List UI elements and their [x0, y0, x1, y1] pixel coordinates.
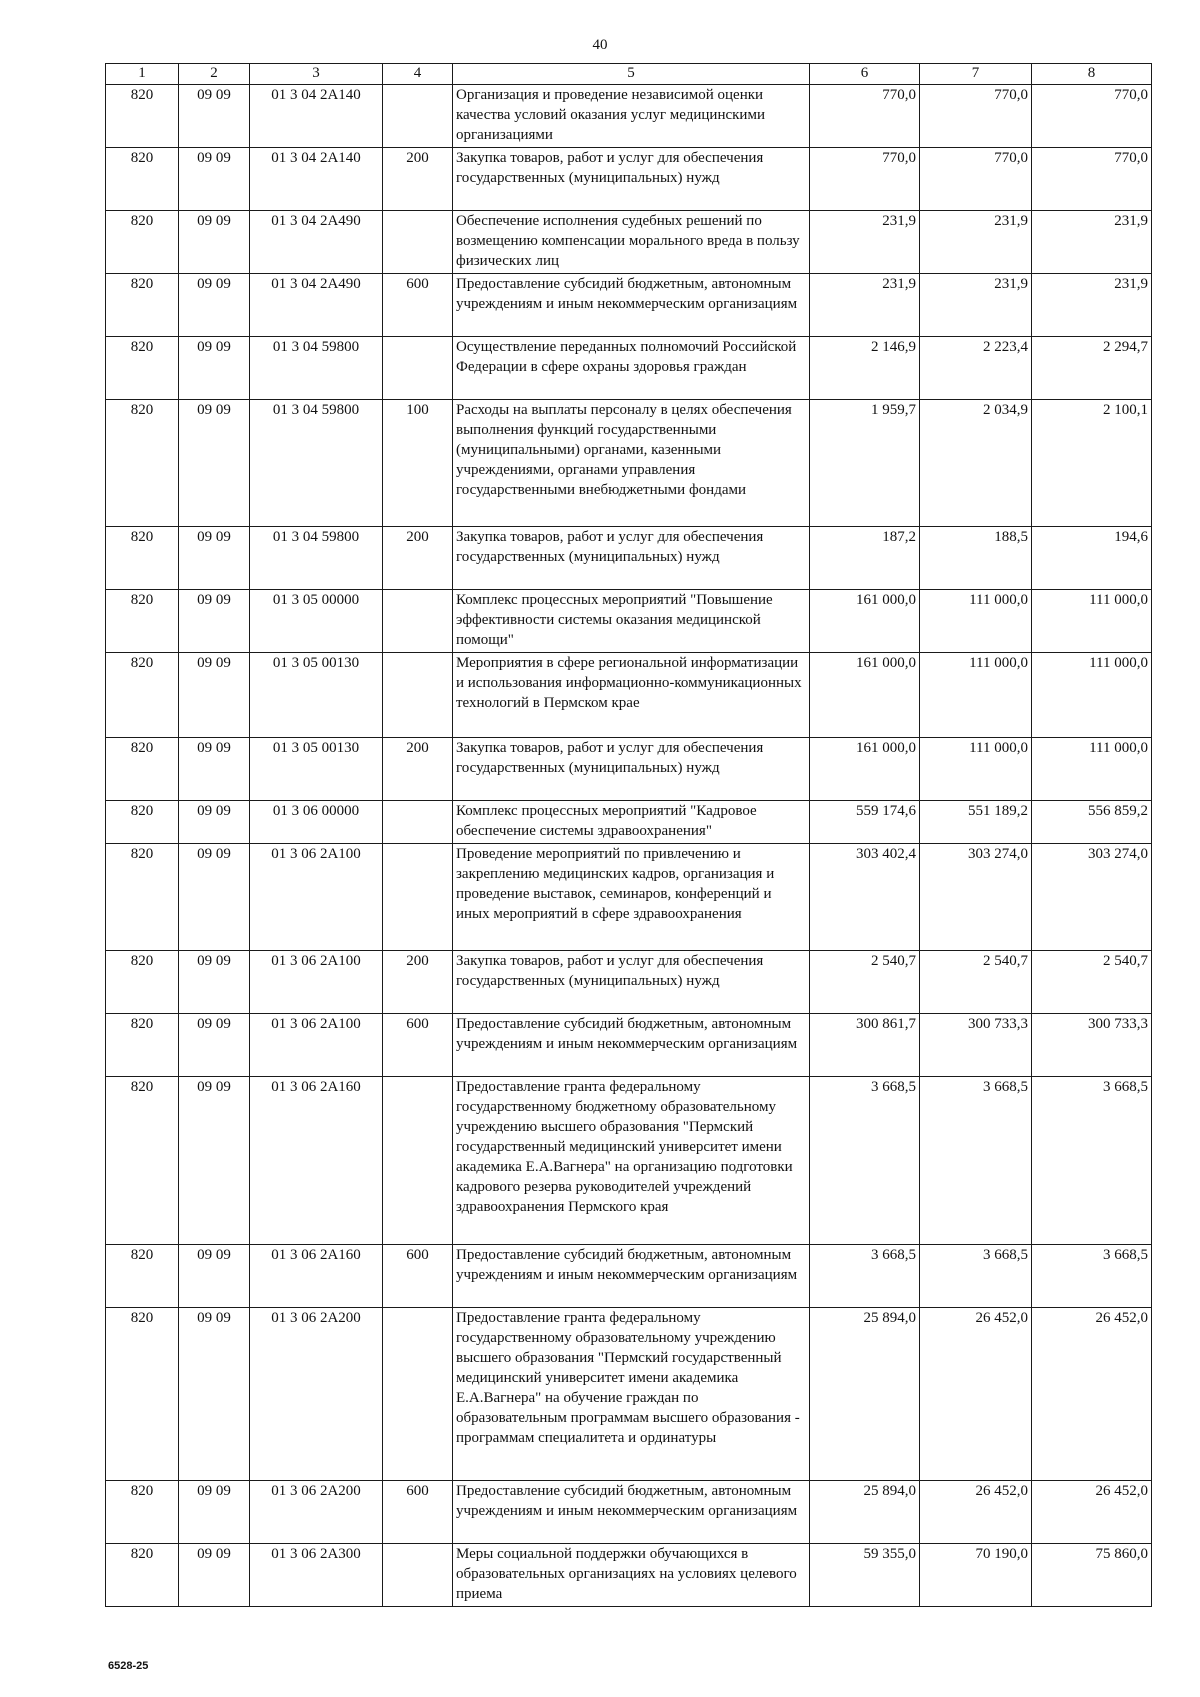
cell-expense-type: [383, 1077, 453, 1245]
cell-section: 09 09: [179, 400, 250, 527]
cell-amount-col8: 2 294,7: [1032, 337, 1152, 400]
cell-amount-col6: 770,0: [810, 85, 920, 148]
table-row: [106, 801, 1152, 844]
cell-amount-col6: 231,9: [810, 211, 920, 274]
cell-amount-col7: 770,0: [920, 148, 1032, 211]
cell-expense-type: 600: [383, 1481, 453, 1544]
cell-ministry: 820: [106, 844, 179, 951]
cell-target-article: 01 3 06 2А200: [250, 1481, 383, 1544]
cell-amount-col6: 300 861,7: [810, 1014, 920, 1077]
table-row: [106, 951, 1152, 1014]
cell-amount-col8: 2 100,1: [1032, 400, 1152, 527]
cell-expense-type: 600: [383, 1014, 453, 1077]
cell-amount-col7: 3 668,5: [920, 1077, 1032, 1245]
table-row: [106, 337, 1152, 400]
cell-amount-col6: 559 174,6: [810, 801, 920, 844]
table-row: [106, 527, 1152, 590]
cell-amount-col6: 187,2: [810, 527, 920, 590]
cell-amount-col6: 303 402,4: [810, 844, 920, 951]
cell-section: 09 09: [179, 1308, 250, 1481]
cell-section: 09 09: [179, 738, 250, 801]
column-header: 3: [250, 64, 383, 85]
cell-ministry: 820: [106, 527, 179, 590]
cell-amount-col7: 2 223,4: [920, 337, 1032, 400]
cell-amount-col7: 111 000,0: [920, 738, 1032, 801]
table-row: [106, 211, 1152, 274]
cell-section: 09 09: [179, 527, 250, 590]
cell-ministry: 820: [106, 1245, 179, 1308]
cell-amount-col6: 2 540,7: [810, 951, 920, 1014]
cell-description: Комплекс процессных мероприятий "Кадровое обеспечение системы здравоохранения": [453, 801, 810, 844]
cell-amount-col6: 3 668,5: [810, 1077, 920, 1245]
cell-amount-col8: 300 733,3: [1032, 1014, 1152, 1077]
cell-section: 09 09: [179, 85, 250, 148]
cell-expense-type: [383, 590, 453, 653]
cell-expense-type: [383, 653, 453, 738]
cell-target-article: 01 3 04 2А490: [250, 274, 383, 337]
cell-section: 09 09: [179, 844, 250, 951]
cell-section: 09 09: [179, 951, 250, 1014]
cell-amount-col6: 25 894,0: [810, 1308, 920, 1481]
cell-amount-col7: 188,5: [920, 527, 1032, 590]
cell-section: 09 09: [179, 148, 250, 211]
cell-description: Закупка товаров, работ и услуг для обеспечения государственных (муниципальных) нужд: [453, 148, 810, 211]
cell-expense-type: [383, 801, 453, 844]
cell-amount-col6: 3 668,5: [810, 1245, 920, 1308]
cell-expense-type: 200: [383, 738, 453, 801]
cell-ministry: 820: [106, 1544, 179, 1607]
cell-expense-type: [383, 1308, 453, 1481]
cell-amount-col7: 770,0: [920, 85, 1032, 148]
cell-amount-col7: 26 452,0: [920, 1308, 1032, 1481]
cell-section: 09 09: [179, 274, 250, 337]
column-header: 2: [179, 64, 250, 85]
cell-target-article: 01 3 06 2А300: [250, 1544, 383, 1607]
cell-ministry: 820: [106, 400, 179, 527]
cell-target-article: 01 3 06 2А100: [250, 844, 383, 951]
cell-ministry: 820: [106, 1077, 179, 1245]
cell-description: Закупка товаров, работ и услуг для обеспечения государственных (муниципальных) нужд: [453, 951, 810, 1014]
cell-ministry: 820: [106, 590, 179, 653]
table-row: [106, 844, 1152, 951]
cell-ministry: 820: [106, 951, 179, 1014]
cell-amount-col6: 770,0: [810, 148, 920, 211]
budget-table: [105, 63, 1152, 1607]
cell-amount-col8: 75 860,0: [1032, 1544, 1152, 1607]
cell-description: Мероприятия в сфере региональной информатизации и использования информационно-коммуникационных технологий в Пермском крае: [453, 653, 810, 738]
cell-section: 09 09: [179, 211, 250, 274]
cell-amount-col8: 26 452,0: [1032, 1308, 1152, 1481]
table-row: [106, 1245, 1152, 1308]
page-number: 40: [592, 37, 608, 53]
cell-ministry: 820: [106, 738, 179, 801]
cell-expense-type: [383, 1544, 453, 1607]
cell-amount-col8: 231,9: [1032, 211, 1152, 274]
cell-ministry: 820: [106, 801, 179, 844]
cell-target-article: 01 3 04 59800: [250, 337, 383, 400]
cell-target-article: 01 3 06 2А200: [250, 1308, 383, 1481]
cell-amount-col8: 770,0: [1032, 85, 1152, 148]
cell-ministry: 820: [106, 337, 179, 400]
cell-description: Предоставление субсидий бюджетным, автономным учреждениям и иным некоммерческим организациям: [453, 1481, 810, 1544]
column-header: 1: [106, 64, 179, 85]
document-code: 6528-25: [108, 1660, 149, 1672]
table-row: [106, 590, 1152, 653]
cell-section: 09 09: [179, 590, 250, 653]
cell-section: 09 09: [179, 1014, 250, 1077]
cell-amount-col7: 70 190,0: [920, 1544, 1032, 1607]
cell-expense-type: 200: [383, 951, 453, 1014]
cell-description: Обеспечение исполнения судебных решений по возмещению компенсации морального вреда в пользу физических лиц: [453, 211, 810, 274]
cell-ministry: 820: [106, 274, 179, 337]
cell-description: Закупка товаров, работ и услуг для обеспечения государственных (муниципальных) нужд: [453, 527, 810, 590]
cell-description: Расходы на выплаты персоналу в целях обеспечения выполнения функций государственными (муниципальными) органами, казенными учреждениями, органами управления государственными внебюджетными фондами: [453, 400, 810, 527]
cell-amount-col8: 2 540,7: [1032, 951, 1152, 1014]
cell-amount-col6: 161 000,0: [810, 590, 920, 653]
cell-section: 09 09: [179, 337, 250, 400]
cell-amount-col8: 111 000,0: [1032, 590, 1152, 653]
cell-amount-col7: 111 000,0: [920, 653, 1032, 738]
cell-target-article: 01 3 06 2А160: [250, 1077, 383, 1245]
cell-target-article: 01 3 06 2А160: [250, 1245, 383, 1308]
header-row: [106, 64, 1152, 85]
cell-ministry: 820: [106, 85, 179, 148]
column-header: 8: [1032, 64, 1152, 85]
cell-amount-col8: 26 452,0: [1032, 1481, 1152, 1544]
cell-amount-col6: 1 959,7: [810, 400, 920, 527]
cell-description: Предоставление субсидий бюджетным, автономным учреждениям и иным некоммерческим организациям: [453, 1014, 810, 1077]
cell-section: 09 09: [179, 1481, 250, 1544]
cell-section: 09 09: [179, 1245, 250, 1308]
cell-section: 09 09: [179, 801, 250, 844]
cell-expense-type: 200: [383, 148, 453, 211]
cell-amount-col7: 3 668,5: [920, 1245, 1032, 1308]
cell-ministry: 820: [106, 148, 179, 211]
cell-description: Меры социальной поддержки обучающихся в образовательных организациях на условиях целевого приема: [453, 1544, 810, 1607]
table-row: [106, 1014, 1152, 1077]
cell-description: Предоставление гранта федеральному государственному образовательному учреждению высшего образования "Пермский государственный медицинский университет имени академика Е.А.Вагнера" на обучение граждан по образовательным программам высшего образования - программам специалитета и ординатуры: [453, 1308, 810, 1481]
cell-amount-col8: 194,6: [1032, 527, 1152, 590]
cell-amount-col6: 161 000,0: [810, 738, 920, 801]
cell-amount-col8: 3 668,5: [1032, 1245, 1152, 1308]
cell-expense-type: 600: [383, 274, 453, 337]
cell-description: Закупка товаров, работ и услуг для обеспечения государственных (муниципальных) нужд: [453, 738, 810, 801]
table-row: [106, 1481, 1152, 1544]
cell-target-article: 01 3 05 00130: [250, 653, 383, 738]
cell-target-article: 01 3 04 2А140: [250, 148, 383, 211]
cell-amount-col7: 303 274,0: [920, 844, 1032, 951]
cell-amount-col8: 770,0: [1032, 148, 1152, 211]
cell-target-article: 01 3 04 59800: [250, 400, 383, 527]
cell-ministry: 820: [106, 653, 179, 738]
table-row: [106, 1077, 1152, 1245]
cell-amount-col7: 2 540,7: [920, 951, 1032, 1014]
table-row: [106, 738, 1152, 801]
cell-expense-type: 600: [383, 1245, 453, 1308]
cell-amount-col6: 25 894,0: [810, 1481, 920, 1544]
cell-amount-col7: 231,9: [920, 274, 1032, 337]
cell-description: Организация и проведение независимой оценки качества условий оказания услуг медицинскими организациями: [453, 85, 810, 148]
cell-target-article: 01 3 05 00130: [250, 738, 383, 801]
table-row: [106, 274, 1152, 337]
cell-expense-type: 100: [383, 400, 453, 527]
column-header: 7: [920, 64, 1032, 85]
cell-amount-col7: 26 452,0: [920, 1481, 1032, 1544]
table-row: [106, 1308, 1152, 1481]
table-row: [106, 653, 1152, 738]
cell-description: Предоставление гранта федеральному государственному бюджетному образовательному учреждению высшего образования "Пермский государственный медицинский университет имени академика Е.А.Вагнера" на организацию подготовки кадрового резерва руководителей учреждений здравоохранения Пермского края: [453, 1077, 810, 1245]
cell-description: Предоставление субсидий бюджетным, автономным учреждениям и иным некоммерческим организациям: [453, 274, 810, 337]
cell-expense-type: 200: [383, 527, 453, 590]
column-header: 5: [453, 64, 810, 85]
cell-amount-col6: 59 355,0: [810, 1544, 920, 1607]
cell-amount-col7: 300 733,3: [920, 1014, 1032, 1077]
cell-amount-col6: 2 146,9: [810, 337, 920, 400]
cell-amount-col7: 231,9: [920, 211, 1032, 274]
cell-target-article: 01 3 04 2А140: [250, 85, 383, 148]
cell-amount-col7: 2 034,9: [920, 400, 1032, 527]
cell-amount-col7: 551 189,2: [920, 801, 1032, 844]
cell-description: Предоставление субсидий бюджетным, автономным учреждениям и иным некоммерческим организациям: [453, 1245, 810, 1308]
cell-target-article: 01 3 05 00000: [250, 590, 383, 653]
table-row: [106, 148, 1152, 211]
cell-expense-type: [383, 211, 453, 274]
cell-description: Проведение мероприятий по привлечению и закреплению медицинских кадров, организация и проведение выставок, семинаров, конференций и иных мероприятий в сфере здравоохранения: [453, 844, 810, 951]
cell-expense-type: [383, 85, 453, 148]
cell-amount-col8: 111 000,0: [1032, 738, 1152, 801]
column-header: 6: [810, 64, 920, 85]
cell-amount-col8: 231,9: [1032, 274, 1152, 337]
cell-description: Осуществление переданных полномочий Российской Федерации в сфере охраны здоровья граждан: [453, 337, 810, 400]
cell-target-article: 01 3 06 2А100: [250, 1014, 383, 1077]
cell-amount-col8: 3 668,5: [1032, 1077, 1152, 1245]
cell-target-article: 01 3 06 2А100: [250, 951, 383, 1014]
cell-ministry: 820: [106, 211, 179, 274]
cell-expense-type: [383, 844, 453, 951]
cell-amount-col6: 231,9: [810, 274, 920, 337]
column-header: 4: [383, 64, 453, 85]
cell-target-article: 01 3 04 59800: [250, 527, 383, 590]
cell-ministry: 820: [106, 1308, 179, 1481]
table-row: [106, 1544, 1152, 1607]
table-row: [106, 400, 1152, 527]
table-row: [106, 85, 1152, 148]
cell-ministry: 820: [106, 1014, 179, 1077]
cell-amount-col8: 303 274,0: [1032, 844, 1152, 951]
cell-target-article: 01 3 06 00000: [250, 801, 383, 844]
cell-section: 09 09: [179, 653, 250, 738]
cell-section: 09 09: [179, 1544, 250, 1607]
cell-amount-col7: 111 000,0: [920, 590, 1032, 653]
cell-amount-col8: 111 000,0: [1032, 653, 1152, 738]
cell-amount-col6: 161 000,0: [810, 653, 920, 738]
cell-amount-col8: 556 859,2: [1032, 801, 1152, 844]
cell-target-article: 01 3 04 2А490: [250, 211, 383, 274]
cell-ministry: 820: [106, 1481, 179, 1544]
cell-description: Комплекс процессных мероприятий "Повышение эффективности системы оказания медицинской помощи": [453, 590, 810, 653]
cell-section: 09 09: [179, 1077, 250, 1245]
cell-expense-type: [383, 337, 453, 400]
